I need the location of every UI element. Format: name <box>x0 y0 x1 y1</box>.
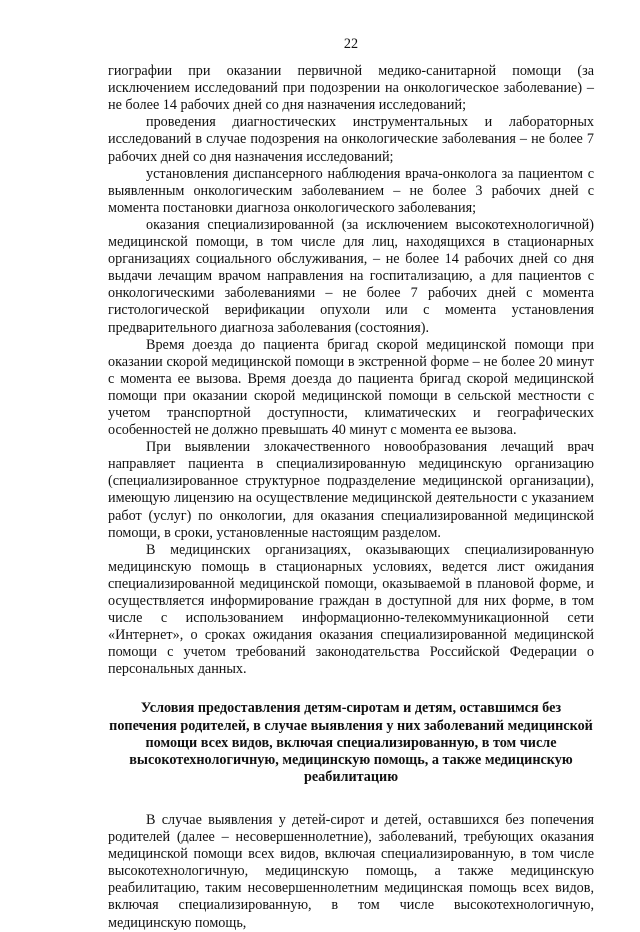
body-text-before <box>108 63 594 678</box>
page-number: 22 <box>343 36 359 52</box>
paragraph: Время доезда до пациента бригад скорой медицинской помощи при оказании скорой медицинской помощи в экстренной форме – не более 20 минут с момента ее вызова. Время доезда до пациента бригад скорой медицинской помощи при оказании скорой медицинской помощи в сельской местности с учетом транспортной доступности, климатических и географических особенностей не должно превышать 40 минут с момента ее вызова. <box>108 336 594 439</box>
paragraph: оказания специализированной (за исключением высокотехнологичной) медицинской помощи, в том числе для лиц, находящихся в стационарных организациях социального обслуживания, – не более 14 рабочих дней со дня выдачи лечащим врачом направления на госпитализацию, а для пациентов с онкологическими заболеваниями – не более 7 рабочих дней с момента гистологической верификации опухоли или с момента установления предварительного диагноза заболевания (состояния). <box>108 216 594 336</box>
body-text-after <box>108 812 594 932</box>
paragraph: В медицинских организациях, оказывающих специализированную медицинскую помощь в стационарных условиях, ведется лист ожидания специализированной медицинской помощи, оказываемой в плановой форме, и осуществляется информирование граждан в доступной для них форме, в том числе с использованием информационно-телекоммуникационной сети «Интернет», о сроках ожидания оказания специализированной медицинской помощи с учетом требований законодательства Российской Федерации о персональных данных. <box>108 541 594 678</box>
paragraph: гиографии при оказании первичной медико-санитарной помощи (за исключением исследований при подозрении на онкологическое заболевание) – не более 14 рабочих дней со дня назначения исследований; <box>108 63 594 114</box>
paragraph: В случае выявления у детей-сирот и детей, оставшихся без попечения родителей (далее – несовершеннолетние), заболеваний, требующих оказания медицинской помощи всех видов, включая специализированную, в том числе высокотехнологичную, медицинскую помощь, а также медицинскую реабилитацию, таким несовершеннолетним медицинская помощь всех видов, включая специализированную, в том числе высокотехнологичную, медицинскую помощь, <box>108 811 594 931</box>
paragraph: При выявлении злокачественного новообразования лечащий врач направляет пациента в специализированную медицинскую организацию (специализированное структурное подразделение медицинской организации), имеющую лицензию на осуществление медицинской деятельности с указанием работ (услуг) по онкологии, для оказания специализированной медицинской помощи, в сроки, установленные настоящим разделом. <box>108 439 594 541</box>
paragraph: установления диспансерного наблюдения врача-онколога за пациентом с выявленным онкологическим заболеванием – не более 3 рабочих дней с момента постановки диагноза онкологического заболевания; <box>108 165 594 216</box>
paragraph: проведения диагностических инструментальных и лабораторных исследований в случае подозрения на онкологические заболевания – не более 7 рабочих дней со дня назначения исследований; <box>108 114 594 165</box>
section-title: Условия предоставления детям-сиротам и детям, оставшимся без попечения родителей, в случае выявления у них заболеваний медицинской помощи всех видов, включая специализированную, в том числе высокотехнологичную, медицинскую помощь, а также медицинскую реабилитацию <box>109 700 593 785</box>
